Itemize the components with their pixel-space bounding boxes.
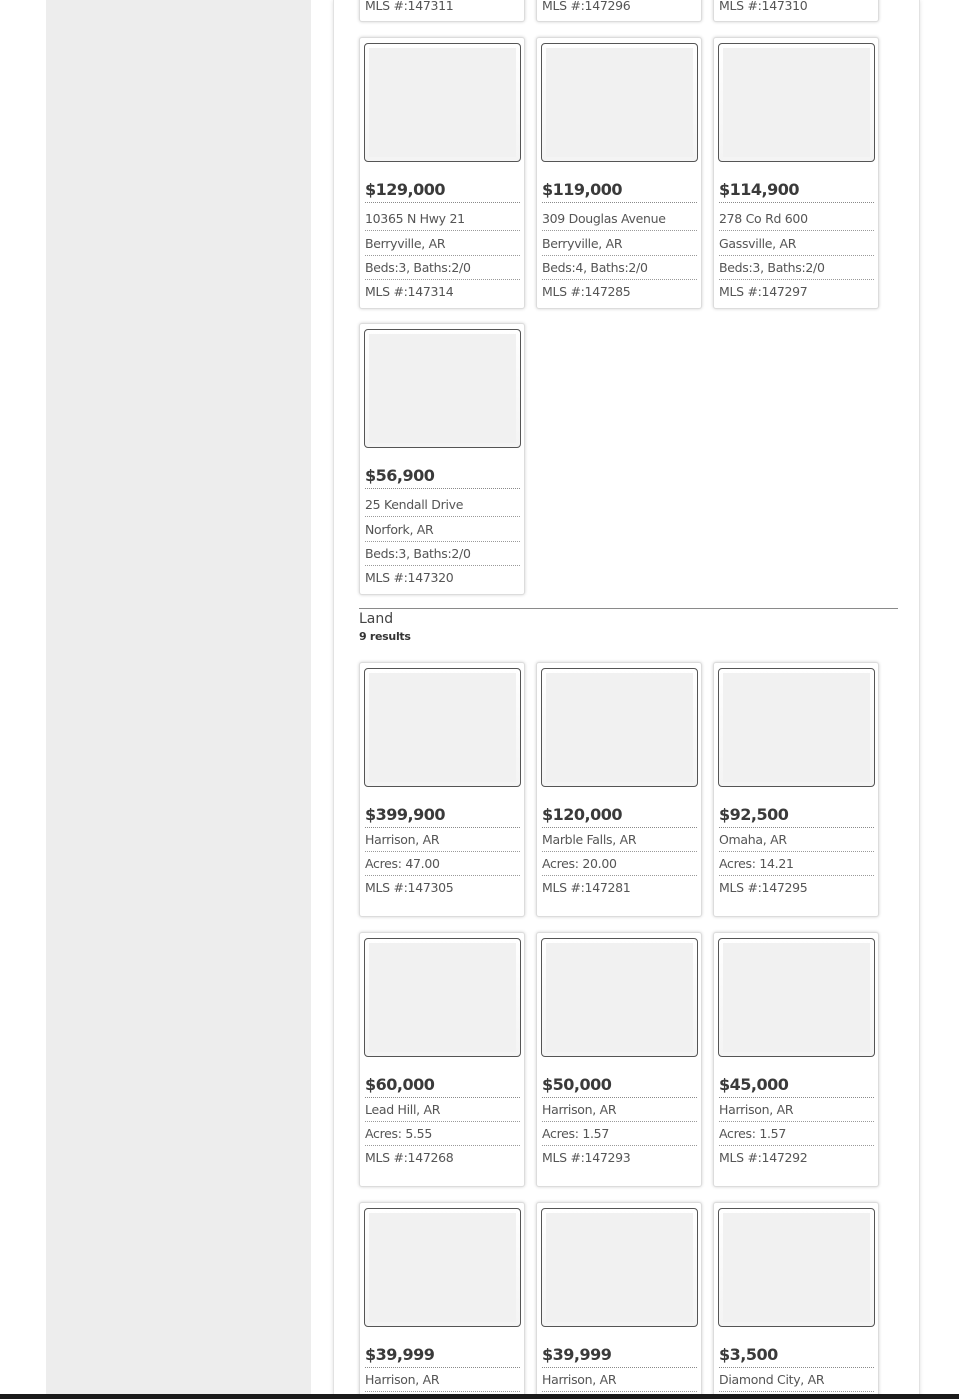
listing-beds-baths: Beds:3, Baths:2/0 <box>719 256 874 280</box>
listing-card[interactable] <box>536 662 702 917</box>
listing-photo[interactable] <box>364 1208 521 1327</box>
listing-price: $45,000 <box>719 1073 874 1098</box>
listing-mls: MLS #:147285 <box>542 284 631 299</box>
listing-city: Gassville, AR <box>719 232 874 256</box>
listing-address: 25 Kendall Drive <box>365 493 520 517</box>
listing-price: $92,500 <box>719 803 874 828</box>
listing-card[interactable] <box>713 932 879 1187</box>
listing-city: Harrison, AR <box>719 1098 874 1122</box>
listing-price: $399,900 <box>365 803 520 828</box>
bottom-edge-bar <box>0 1394 959 1399</box>
listing-price: $60,000 <box>365 1073 520 1098</box>
listing-photo[interactable] <box>541 938 698 1057</box>
listing-address: 309 Douglas Avenue <box>542 207 697 231</box>
listing-price: $114,900 <box>719 178 874 203</box>
listing-card[interactable] <box>713 662 879 917</box>
listing-card[interactable] <box>536 932 702 1187</box>
listing-mls: MLS #:147268 <box>365 1150 454 1165</box>
left-sidebar <box>46 0 311 1399</box>
listing-address: 278 Co Rd 600 <box>719 207 874 231</box>
listing-price: $119,000 <box>542 178 697 203</box>
listing-mls: MLS #:147314 <box>365 284 454 299</box>
listing-city: Diamond City, AR <box>719 1368 874 1392</box>
listing-photo[interactable] <box>364 938 521 1057</box>
listing-photo[interactable] <box>718 43 875 162</box>
listing-card[interactable] <box>713 0 879 22</box>
listing-photo[interactable] <box>541 668 698 787</box>
listing-acres: Acres: 47.00 <box>365 852 520 876</box>
listing-card[interactable] <box>536 37 702 309</box>
listing-price: $129,000 <box>365 178 520 203</box>
listing-card[interactable] <box>713 37 879 309</box>
listing-photo[interactable] <box>541 1208 698 1327</box>
listing-mls: MLS #:147281 <box>542 880 631 895</box>
listing-card[interactable] <box>359 662 525 917</box>
listing-card[interactable] <box>536 1202 702 1399</box>
listing-photo[interactable] <box>718 1208 875 1327</box>
listing-city: Harrison, AR <box>542 1368 697 1392</box>
listing-card[interactable] <box>359 932 525 1187</box>
listing-mls: MLS #:147292 <box>719 1150 808 1165</box>
listing-address: 10365 N Hwy 21 <box>365 207 520 231</box>
listing-price: $56,900 <box>365 464 520 489</box>
listing-card[interactable] <box>359 37 525 309</box>
listing-acres: Acres: 1.57 <box>542 1122 697 1146</box>
listing-city: Berryville, AR <box>365 232 520 256</box>
listing-card[interactable] <box>359 1202 525 1399</box>
listing-city: Lead Hill, AR <box>365 1098 520 1122</box>
listing-mls: MLS #:147305 <box>365 880 454 895</box>
listing-city: Berryville, AR <box>542 232 697 256</box>
listing-card[interactable] <box>713 1202 879 1399</box>
listing-price: $120,000 <box>542 803 697 828</box>
listing-acres: Acres: 20.00 <box>542 852 697 876</box>
listing-beds-baths: Beds:4, Baths:2/0 <box>542 256 697 280</box>
listing-beds-baths: Beds:3, Baths:2/0 <box>365 256 520 280</box>
listing-price: $39,999 <box>365 1343 520 1368</box>
listing-city: Harrison, AR <box>542 1098 697 1122</box>
listing-city: Harrison, AR <box>365 828 520 852</box>
results-count: 9 results <box>359 630 411 643</box>
listing-photo[interactable] <box>364 329 521 448</box>
listing-photo[interactable] <box>541 43 698 162</box>
listing-photo[interactable] <box>718 668 875 787</box>
listing-card[interactable] <box>359 0 525 22</box>
listing-city: Harrison, AR <box>365 1368 520 1392</box>
listing-photo[interactable] <box>364 43 521 162</box>
listing-city: Marble Falls, AR <box>542 828 697 852</box>
listing-beds-baths: Beds:3, Baths:2/0 <box>365 542 520 566</box>
section-title: Land <box>359 611 394 627</box>
listing-acres: Acres: 5.55 <box>365 1122 520 1146</box>
listing-mls: MLS #:147320 <box>365 570 454 585</box>
listing-acres: Acres: 1.57 <box>719 1122 874 1146</box>
listing-mls: MLS #:147310 <box>719 0 808 13</box>
listing-mls: MLS #:147295 <box>719 880 808 895</box>
listing-mls: MLS #:147311 <box>365 0 454 13</box>
listing-card[interactable] <box>536 0 702 22</box>
listing-price: $3,500 <box>719 1343 874 1368</box>
listing-photo[interactable] <box>718 938 875 1057</box>
listing-city: Omaha, AR <box>719 828 874 852</box>
listing-mls: MLS #:147297 <box>719 284 808 299</box>
listing-acres: Acres: 14.21 <box>719 852 874 876</box>
listing-card[interactable] <box>359 323 525 595</box>
listing-mls: MLS #:147296 <box>542 0 631 13</box>
listing-price: $39,999 <box>542 1343 697 1368</box>
section-divider <box>359 608 898 609</box>
listing-photo[interactable] <box>364 668 521 787</box>
listing-city: Norfork, AR <box>365 518 520 542</box>
listing-mls: MLS #:147293 <box>542 1150 631 1165</box>
listing-price: $50,000 <box>542 1073 697 1098</box>
